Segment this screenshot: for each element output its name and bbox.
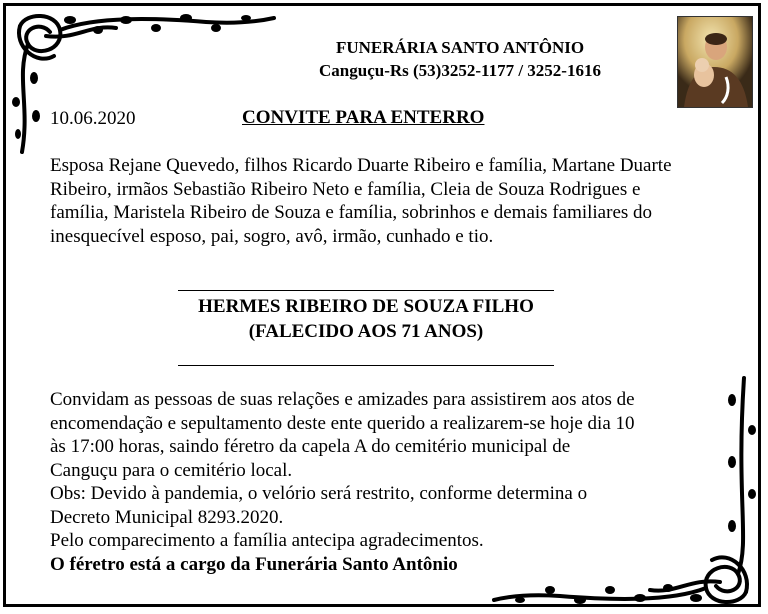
invitation-line: Obs: Devido à pandemia, o velório será restrito, conforme determina o: [50, 483, 588, 504]
invitation-line: às 17:00 horas, saindo féretro da capela A do cemitério municipal de: [50, 436, 571, 457]
funeral-home-contact: Canguçu-Rs (53)3252-1177 / 3252-1616: [319, 61, 601, 80]
deceased-age: (FALECIDO AOS 71 ANOS): [248, 321, 484, 342]
deceased-block: [178, 294, 554, 344]
top-left-ornament: [6, 6, 276, 156]
notice-title: CONVITE PARA ENTERRO: [242, 107, 485, 128]
top-divider: [178, 290, 554, 291]
funeral-home-name: FUNERÁRIA SANTO ANTÔNIO: [335, 38, 585, 57]
invitation-line: Convidam as pessoas de suas relações e amizades para assistirem aos atos de: [50, 389, 635, 410]
deceased-name: HERMES RIBEIRO DE SOUZA FILHO: [198, 296, 534, 317]
invitation-paragraph: [50, 388, 700, 576]
closing-line: O féretro está a cargo da Funerária Santo Antônio: [50, 553, 458, 575]
bottom-divider: [178, 365, 554, 366]
invitation-line: Pelo comparecimento a família antecipa agradecimentos.: [50, 530, 484, 551]
notice-date: 10.06.2020: [50, 108, 136, 129]
funeral-home-header: [280, 36, 640, 82]
saint-portrait-image: [677, 16, 753, 108]
invitation-line: encomendação e sepultamento deste ente querido a realizarem-se hoje dia 10: [50, 412, 635, 434]
invitation-line: Decreto Municipal 8293.2020.: [50, 506, 284, 528]
invitation-line: Canguçu para o cemitério local.: [50, 459, 293, 481]
family-paragraph: Esposa Rejane Quevedo, filhos Ricardo Duarte Ribeiro e família, Martane Duarte Ribeiro, irmãos Sebastião Ribeiro Neto e família, Cleia de Souza Rodrigues e família, Maristela Ribeiro de Souza e família, sobrinhos e demais familiares do inesquecível esposo, pai, sogro, avô, irmão, cunhado e tio.: [50, 155, 672, 247]
